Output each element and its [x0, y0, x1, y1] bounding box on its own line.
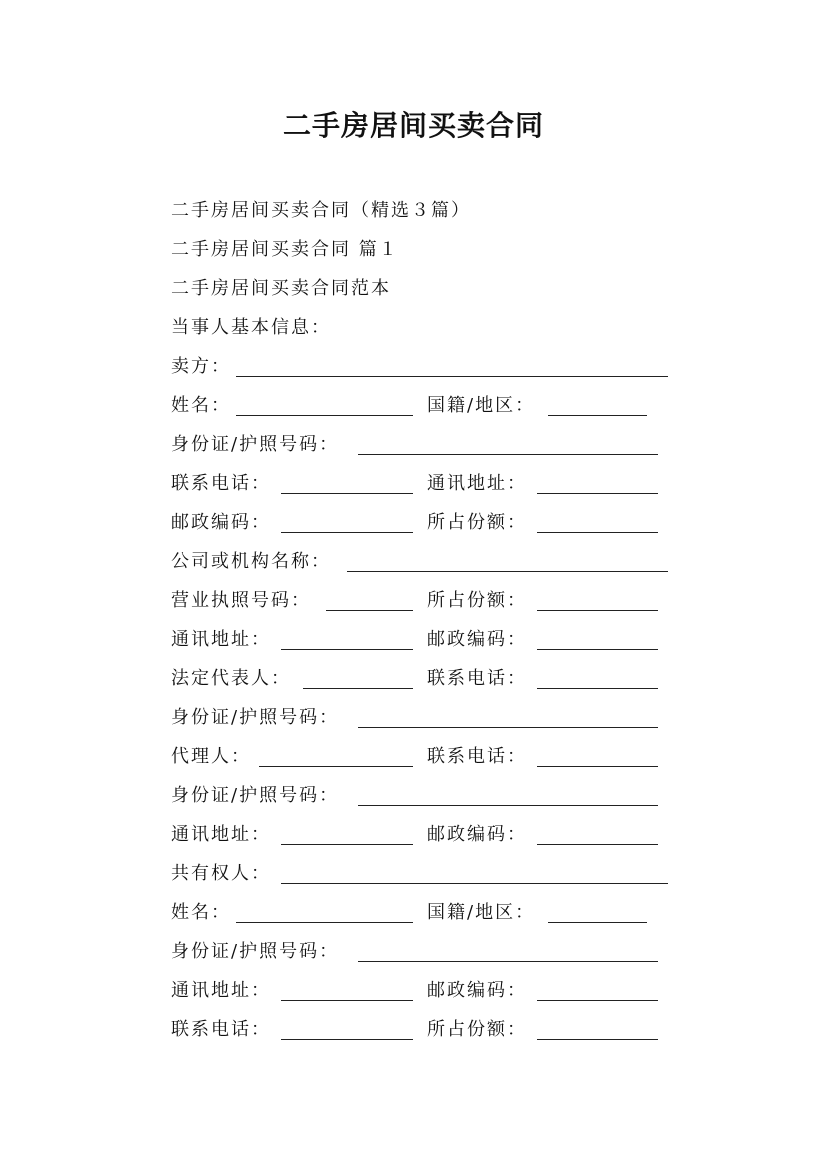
company-license-blank[interactable] [326, 610, 413, 611]
seller-address-label: 通讯地址： [427, 473, 527, 494]
company-rep-label: 法定代表人： [171, 668, 291, 689]
co-owner-share-blank[interactable] [537, 1039, 658, 1040]
co-owner-share-label: 所占份额： [427, 1019, 527, 1040]
co-owner-name-label: 姓名： [171, 902, 231, 923]
seller-phone-label: 联系电话： [171, 473, 271, 494]
seller-blank[interactable] [236, 376, 668, 377]
company-address-blank[interactable] [281, 649, 413, 650]
co-owner-phone-blank[interactable] [281, 1039, 413, 1040]
seller-name-blank[interactable] [236, 415, 413, 416]
company-rep-id-label: 身份证/护照号码： [171, 707, 340, 728]
company-name-blank[interactable] [347, 571, 668, 572]
agent-label: 代理人： [171, 746, 251, 767]
seller-address-blank[interactable] [537, 493, 658, 494]
company-address-label: 通讯地址： [171, 629, 271, 650]
co-owner-id-label: 身份证/护照号码： [171, 941, 340, 962]
agent-id-label: 身份证/护照号码： [171, 785, 340, 806]
seller-id-blank[interactable] [358, 454, 658, 455]
intro-line-1: 二手房居间买卖合同（精选３篇） [171, 200, 471, 221]
intro-line-3: 二手房居间买卖合同范本 [171, 278, 391, 299]
agent-address-label: 通讯地址： [171, 824, 271, 845]
agent-postcode-label: 邮政编码： [427, 824, 527, 845]
company-postcode-label: 邮政编码： [427, 629, 527, 650]
co-owner-address-label: 通讯地址： [171, 980, 271, 1001]
agent-address-blank[interactable] [281, 844, 413, 845]
company-share-blank[interactable] [537, 610, 658, 611]
seller-phone-blank[interactable] [281, 493, 413, 494]
company-license-label: 营业执照号码： [171, 590, 311, 611]
company-rep-blank[interactable] [303, 688, 413, 689]
seller-nationality-blank[interactable] [548, 415, 647, 416]
co-owner-nationality-label: 国籍/地区： [427, 902, 536, 923]
co-owner-id-blank[interactable] [358, 961, 658, 962]
agent-phone-blank[interactable] [537, 766, 658, 767]
company-share-label: 所占份额： [427, 590, 527, 611]
seller-postcode-label: 邮政编码： [171, 512, 271, 533]
company-rep-phone-label: 联系电话： [427, 668, 527, 689]
company-name-label: 公司或机构名称： [171, 551, 331, 572]
document-title: 二手房居间买卖合同 [282, 109, 544, 142]
seller-share-blank[interactable] [537, 532, 658, 533]
company-postcode-blank[interactable] [537, 649, 658, 650]
co-owner-phone-label: 联系电话： [171, 1019, 271, 1040]
co-owner-postcode-label: 邮政编码： [427, 980, 527, 1001]
co-owner-blank[interactable] [281, 883, 668, 884]
intro-line-2: 二手房居间买卖合同 篇１ [171, 239, 399, 260]
seller-name-label: 姓名： [171, 395, 231, 416]
company-rep-id-blank[interactable] [358, 727, 658, 728]
co-owner-nationality-blank[interactable] [548, 922, 647, 923]
seller-nationality-label: 国籍/地区： [427, 395, 536, 416]
company-rep-phone-blank[interactable] [537, 688, 658, 689]
co-owner-address-blank[interactable] [281, 1000, 413, 1001]
agent-id-blank[interactable] [358, 805, 658, 806]
co-owner-postcode-blank[interactable] [537, 1000, 658, 1001]
co-owner-name-blank[interactable] [236, 922, 413, 923]
seller-postcode-blank[interactable] [281, 532, 413, 533]
agent-blank[interactable] [259, 766, 413, 767]
co-owner-label: 共有权人： [171, 863, 271, 884]
agent-postcode-blank[interactable] [537, 844, 658, 845]
agent-phone-label: 联系电话： [427, 746, 527, 767]
seller-label: 卖方： [171, 356, 231, 377]
seller-id-label: 身份证/护照号码： [171, 434, 340, 455]
seller-share-label: 所占份额： [427, 512, 527, 533]
intro-line-4: 当事人基本信息： [171, 317, 331, 338]
